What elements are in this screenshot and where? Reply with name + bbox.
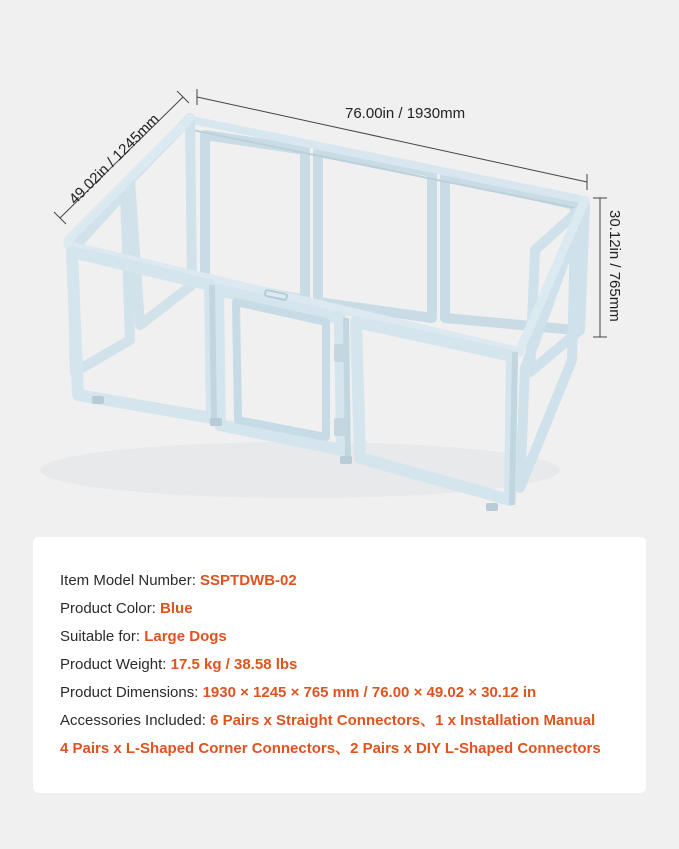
spec-model-value: SSPTDWB-02: [200, 572, 297, 589]
left-wall: [72, 118, 192, 372]
spec-suitable-row: [60, 623, 601, 651]
spec-dimensions-value: 1930 × 1245 × 765 mm / 76.00 × 49.02 × 30.12 in: [202, 684, 537, 701]
length-label: 76.00in / 1930mm: [345, 105, 466, 122]
right-wall: [520, 205, 585, 488]
spec-card: [33, 537, 646, 793]
height-label: 30.12in / 765mm: [606, 210, 623, 322]
spec-weight-label: Product Weight:: [60, 656, 171, 673]
spec-accessories-row-2: [60, 735, 601, 763]
spec-weight-row: [60, 651, 601, 679]
spec-model-label: Item Model Number:: [60, 572, 201, 589]
spec-dimensions-label: Product Dimensions:: [60, 684, 203, 701]
spec-color-label: Product Color:: [60, 600, 161, 617]
width-label: 49.02in / 1245mm: [65, 110, 163, 208]
spec-suitable-label: Suitable for:: [60, 628, 145, 645]
spec-dimensions-row: [60, 679, 601, 707]
spec-weight-value: 17.5 kg / 38.58 lbs: [170, 656, 298, 673]
spec-accessories-value-2: 4 Pairs x L-Shaped Corner Connectors、2 Pairs x DIY L-Shaped Connectors: [60, 740, 601, 757]
spec-accessories-row: [60, 707, 601, 735]
spec-model-row: [60, 567, 601, 595]
spec-color-row: [60, 595, 601, 623]
spec-accessories-value-1: 6 Pairs x Straight Connectors、1 x Installation Manual: [210, 712, 596, 729]
spec-color-value: Blue: [160, 600, 193, 617]
dimension-height: [593, 198, 623, 337]
spec-suitable-value: Large Dogs: [144, 628, 227, 645]
spec-accessories-label: Accessories Included:: [60, 712, 211, 729]
spec-list: [60, 567, 601, 763]
